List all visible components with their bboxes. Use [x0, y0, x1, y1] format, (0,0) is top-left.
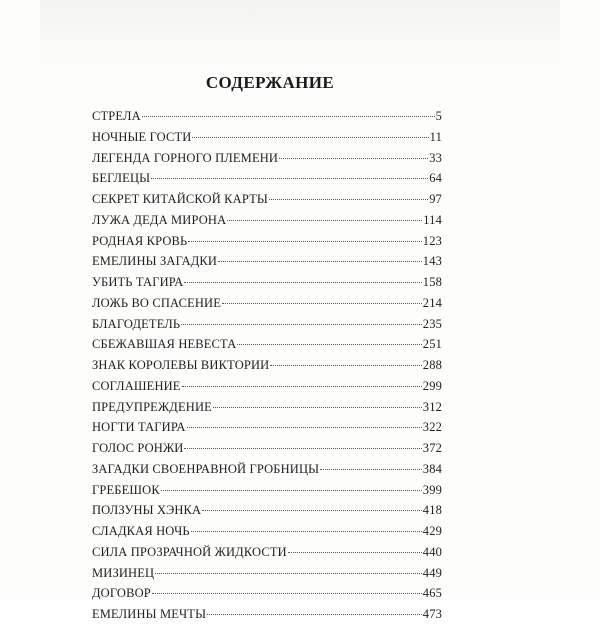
toc-entry [92, 189, 442, 210]
toc-entry [92, 314, 442, 335]
toc-entry [92, 521, 442, 542]
toc-entry-page-number: 114 [423, 212, 442, 227]
toc-entry-page-number: 123 [422, 233, 442, 248]
toc-entry-title: НОЧНЫЕ ГОСТИ [92, 129, 192, 144]
toc-entry-page-number: 384 [422, 461, 442, 476]
toc-entry [92, 376, 442, 397]
dot-leader [152, 593, 422, 594]
dot-leader [279, 158, 428, 159]
toc-entry-title: БЛАГОДЕТЕЛЬ [92, 316, 181, 331]
toc-entry-title: МИЗИНЕЦ [92, 565, 155, 580]
dot-leader [191, 531, 422, 532]
toc-entry-page-number: 97 [429, 192, 442, 206]
toc-entry [92, 397, 442, 418]
toc-entry-title: СЛАДКАЯ НОЧЬ [92, 524, 190, 538]
dot-leader [151, 178, 428, 179]
dot-leader [184, 282, 421, 283]
toc-entry-page-number: 235 [422, 316, 442, 331]
toc-entry [92, 148, 442, 169]
toc-entry-page-number: 143 [422, 254, 442, 269]
toc-entry-title: ГРЕБЕШОК [92, 482, 160, 497]
toc-entry-page-number: 322 [422, 420, 442, 435]
dot-leader [192, 137, 428, 138]
dot-leader [237, 344, 421, 345]
toc-entry-title: СТРЕЛА [92, 109, 141, 123]
toc-entry-page-number: 11 [429, 129, 442, 144]
toc-entry-page-number: 465 [422, 586, 442, 601]
toc-entry-title: СОГЛАШЕНИЕ [92, 378, 181, 393]
toc-entry-title: ЗАГАДКИ СВОЕНРАВНОЙ ГРОБНИЦЫ [92, 461, 320, 476]
toc-entry [92, 459, 442, 480]
toc-entry [92, 106, 442, 127]
dot-leader [269, 199, 428, 200]
dot-leader [182, 386, 422, 387]
dot-leader [155, 573, 422, 574]
toc-entry [92, 500, 442, 521]
dot-leader [218, 261, 422, 262]
toc-entry-title: ГОЛОС РОНЖИ [92, 441, 184, 455]
toc-entry [92, 251, 442, 272]
dot-leader [288, 552, 422, 553]
dot-leader [213, 407, 422, 408]
toc-entry [92, 480, 442, 501]
dot-leader [320, 469, 422, 470]
toc-entry-page-number: 473 [422, 607, 442, 621]
dot-leader [184, 448, 421, 449]
toc-entry-page-number: 312 [422, 399, 442, 414]
toc-entry [92, 334, 442, 355]
toc-entry-page-number: 440 [422, 544, 442, 559]
toc-entry-title: СИЛА ПРОЗРАЧНОЙ ЖИДКОСТИ [92, 544, 287, 559]
toc-entry-title: НОГТИ ТАГИРА [92, 420, 186, 435]
dot-leader [202, 510, 422, 511]
toc-entry [92, 604, 442, 625]
dot-leader [142, 116, 435, 117]
toc-entry [92, 168, 442, 189]
toc-entry-title: ПРЕДУПРЕЖДЕНИЕ [92, 399, 212, 414]
toc-entry-page-number: 5 [435, 109, 442, 123]
toc-entry-title: БЕГЛЕЦЫ [92, 171, 151, 186]
toc-entry [92, 293, 442, 314]
toc-entry [92, 583, 442, 604]
toc-entry [92, 417, 442, 438]
toc-entry-page-number: 158 [422, 275, 442, 289]
dot-leader [187, 427, 422, 428]
dot-leader [270, 365, 421, 366]
toc-entry-page-number: 214 [422, 295, 442, 310]
toc-entry-title: УБИТЬ ТАГИРА [92, 275, 184, 289]
toc-entry [92, 438, 442, 459]
dot-leader [188, 241, 421, 242]
toc-entry-page-number: 288 [422, 358, 442, 372]
toc-entry [92, 272, 442, 293]
toc-entry-title: ЛУЖА ДЕДА МИРОНА [92, 212, 227, 227]
toc-entry-title: ЕМЕЛИНЫ ЗАГАДКИ [92, 254, 218, 269]
toc-entry-title: РОДНАЯ КРОВЬ [92, 233, 188, 248]
toc-entry-page-number: 429 [422, 524, 442, 538]
dot-leader [227, 220, 422, 221]
toc-entry-title: ДОГОВОР [92, 586, 151, 601]
dot-leader [161, 490, 422, 491]
toc-entry-page-number: 449 [422, 565, 442, 580]
toc-entry [92, 355, 442, 376]
toc-entry [92, 563, 442, 584]
toc-entry [92, 231, 442, 252]
toc-entry [92, 127, 442, 148]
toc-entry-title: ПОЛЗУНЫ ХЭНКА [92, 503, 202, 518]
toc-entry-title: ЛЕГЕНДА ГОРНОГО ПЛЕМЕНИ [92, 150, 279, 165]
dot-leader [207, 614, 422, 615]
toc-entry-title: СЕКРЕТ КИТАЙСКОЙ КАРТЫ [92, 192, 268, 206]
toc-entry-page-number: 418 [422, 503, 442, 518]
toc-entry-page-number: 399 [422, 482, 442, 497]
show-through-shadow [40, 0, 560, 70]
table-of-contents [92, 106, 442, 625]
toc-entry-page-number: 33 [429, 150, 442, 165]
dot-leader [222, 303, 422, 304]
toc-entry-page-number: 299 [422, 378, 442, 393]
toc-entry-page-number: 64 [429, 171, 442, 186]
toc-entry [92, 210, 442, 231]
toc-entry-page-number: 372 [422, 441, 442, 455]
toc-entry-title: ЗНАК КОРОЛЕВЫ ВИКТОРИИ [92, 358, 270, 372]
toc-entry-title: СБЕЖАВШАЯ НЕВЕСТА [92, 337, 237, 352]
dot-leader [181, 324, 422, 325]
toc-entry-page-number: 251 [422, 337, 442, 352]
toc-entry-title: ЛОЖЬ ВО СПАСЕНИЕ [92, 295, 222, 310]
page-title: СОДЕРЖАНИЕ [205, 73, 335, 92]
toc-entry-title: ЕМЕЛИНЫ МЕЧТЫ [92, 607, 207, 621]
toc-entry [92, 542, 442, 563]
